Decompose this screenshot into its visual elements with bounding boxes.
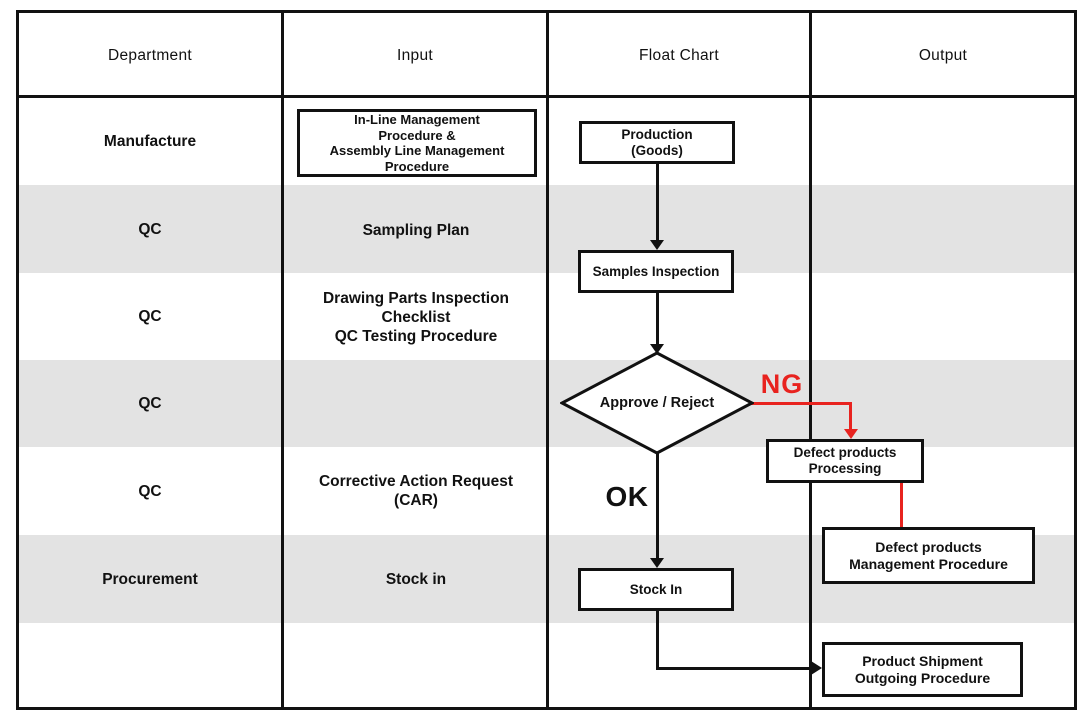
connector-ng-vertical bbox=[849, 402, 852, 431]
input-box-line: Procedure & bbox=[378, 127, 456, 143]
input-cell-line: Corrective Action Request bbox=[318, 473, 514, 490]
connector-samples-to-decision bbox=[656, 293, 659, 345]
connector-stockin-to-shipment bbox=[656, 667, 812, 670]
input-cell-sampling-plan: Sampling Plan bbox=[362, 222, 470, 239]
flow-box-line: Product Shipment bbox=[862, 652, 983, 669]
flow-box-samples-inspection bbox=[578, 250, 734, 293]
dept-cell-qc-2: QC bbox=[138, 308, 162, 325]
connector-defectproc-to-management bbox=[900, 481, 903, 528]
ok-label: OK bbox=[605, 481, 649, 512]
dept-cell-manufacture: Manufacture bbox=[103, 133, 197, 150]
flow-box-production bbox=[579, 121, 735, 164]
input-box-line: Assembly Line Management bbox=[329, 143, 505, 158]
input-cell-line: (CAR) bbox=[394, 492, 438, 509]
arrowhead-into-defect-processing bbox=[844, 429, 858, 439]
dept-cell-qc-3: QC bbox=[138, 395, 162, 412]
dept-cell-qc-1: QC bbox=[138, 221, 162, 238]
input-cell-line: Drawing Parts Inspection bbox=[322, 290, 510, 307]
input-box-inline-management bbox=[297, 109, 537, 177]
input-cell-stock-in: Stock in bbox=[385, 571, 447, 588]
column-header-float-chart: Float Chart bbox=[639, 47, 719, 64]
arrowhead-into-shipment bbox=[811, 661, 822, 675]
input-cell-line: Checklist bbox=[381, 309, 451, 326]
dept-cell-procurement: Procurement bbox=[102, 571, 198, 588]
flow-box-stock-in bbox=[578, 568, 734, 611]
column-header-output: Output bbox=[918, 47, 968, 64]
column-divider-department-input bbox=[281, 13, 284, 707]
arrowhead-into-samples bbox=[650, 240, 664, 250]
input-cell-line: QC Testing Procedure bbox=[334, 328, 498, 345]
decision-diamond-label: Approve / Reject bbox=[599, 395, 715, 411]
flow-box-line: Production bbox=[621, 126, 693, 142]
ng-label: NG bbox=[760, 369, 804, 399]
flow-box-line: Outgoing Procedure bbox=[854, 669, 991, 686]
flow-box-line: Processing bbox=[808, 461, 882, 476]
flow-box-defect-management bbox=[822, 527, 1035, 584]
column-divider-input-floatchart bbox=[546, 13, 549, 707]
input-cell-car bbox=[287, 472, 545, 510]
connector-stockin-down bbox=[656, 611, 659, 670]
flow-box-line: Defect products bbox=[875, 538, 982, 555]
flow-box-line: Defect products bbox=[793, 445, 897, 460]
column-header-input: Input bbox=[397, 47, 433, 64]
input-box-line: In-Line Management bbox=[354, 112, 480, 127]
flow-box-line: Management Procedure bbox=[849, 555, 1008, 572]
connector-production-to-samples bbox=[656, 163, 659, 241]
flow-box-product-shipment bbox=[822, 642, 1023, 697]
input-cell-drawing-checklist bbox=[287, 289, 545, 346]
column-divider-floatchart-output bbox=[809, 13, 812, 707]
input-box-line: Procedure bbox=[384, 158, 450, 174]
flow-box-line: Samples Inspection bbox=[592, 263, 720, 279]
arrowhead-into-stockin bbox=[650, 558, 664, 568]
flow-box-line: Stock In bbox=[629, 581, 683, 597]
connector-ng-horizontal bbox=[748, 402, 852, 405]
flow-box-line: (Goods) bbox=[631, 142, 683, 158]
flow-box-defect-processing bbox=[766, 439, 924, 483]
column-header-department: Department bbox=[108, 47, 192, 64]
dept-cell-qc-4: QC bbox=[138, 483, 162, 500]
